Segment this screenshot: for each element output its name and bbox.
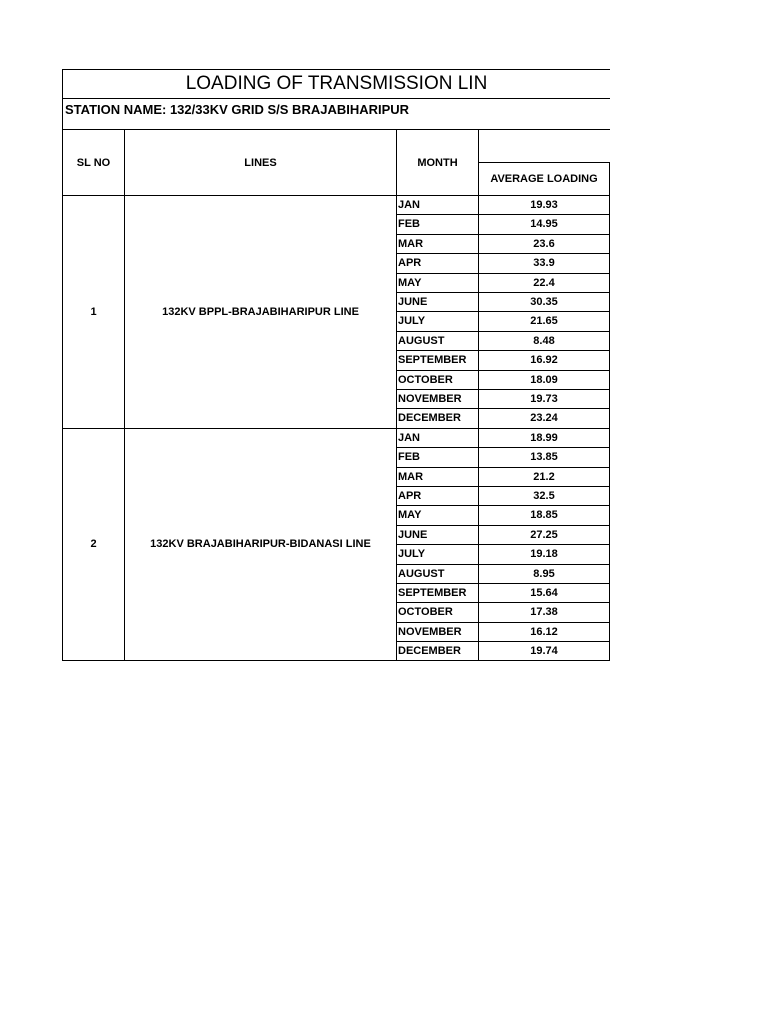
month-cell: JAN — [396, 428, 478, 447]
average-loading-value: 27.25 — [478, 525, 610, 544]
month-cell: DECEMBER — [396, 408, 478, 427]
average-loading-value: 30.35 — [478, 292, 610, 311]
average-loading-value: 23.6 — [478, 234, 610, 253]
average-loading-value: 15.64 — [478, 583, 610, 602]
month-cell: OCTOBER — [396, 602, 478, 621]
average-loading-value: 19.74 — [478, 641, 610, 660]
month-cell: FEB — [396, 447, 478, 466]
month-cell: JULY — [396, 311, 478, 330]
month-cell: SEPTEMBER — [396, 350, 478, 369]
month-cell: MAR — [396, 234, 478, 253]
month-cell: JAN — [396, 195, 478, 214]
header-blank — [478, 130, 610, 162]
month-cell: OCTOBER — [396, 370, 478, 389]
station-name: STATION NAME: 132/33KV GRID S/S BRAJABIHARIPUR — [62, 98, 610, 130]
month-cell: MAR — [396, 467, 478, 486]
month-cell: AUGUST — [396, 564, 478, 583]
month-cell: JULY — [396, 544, 478, 563]
document-title: LOADING OF TRANSMISSION LIN — [62, 69, 610, 98]
sl-no-cell: 2 — [62, 428, 124, 661]
average-loading-value: 16.92 — [478, 350, 610, 369]
average-loading-value: 19.18 — [478, 544, 610, 563]
average-loading-value: 21.65 — [478, 311, 610, 330]
average-loading-value: 18.09 — [478, 370, 610, 389]
line-name-cell: 132KV BRAJABIHARIPUR-BIDANASI LINE — [124, 428, 396, 661]
average-loading-value: 18.85 — [478, 505, 610, 524]
month-cell: SEPTEMBER — [396, 583, 478, 602]
month-cell: MAY — [396, 273, 478, 292]
average-loading-value: 21.2 — [478, 467, 610, 486]
average-loading-value: 23.24 — [478, 408, 610, 427]
average-loading-value: 32.5 — [478, 486, 610, 505]
average-loading-value: 19.93 — [478, 195, 610, 214]
header-month: MONTH — [396, 130, 478, 195]
month-cell: MAY — [396, 505, 478, 524]
header-sl-no: SL NO — [62, 130, 124, 195]
month-cell: APR — [396, 253, 478, 272]
month-cell: JUNE — [396, 525, 478, 544]
month-cell: DECEMBER — [396, 641, 478, 660]
month-cell: JUNE — [396, 292, 478, 311]
line-name-cell: 132KV BPPL-BRAJABIHARIPUR LINE — [124, 195, 396, 428]
average-loading-value: 16.12 — [478, 622, 610, 641]
header-lines: LINES — [124, 130, 396, 195]
average-loading-value: 13.85 — [478, 447, 610, 466]
month-cell: FEB — [396, 214, 478, 233]
month-cell: APR — [396, 486, 478, 505]
month-cell: NOVEMBER — [396, 622, 478, 641]
sl-no-cell: 1 — [62, 195, 124, 428]
month-cell: NOVEMBER — [396, 389, 478, 408]
average-loading-value: 8.95 — [478, 564, 610, 583]
average-loading-value: 22.4 — [478, 273, 610, 292]
header-average-loading: AVERAGE LOADING — [478, 162, 610, 195]
average-loading-value: 18.99 — [478, 428, 610, 447]
average-loading-value: 8.48 — [478, 331, 610, 350]
average-loading-value: 17.38 — [478, 602, 610, 621]
average-loading-value: 14.95 — [478, 214, 610, 233]
average-loading-value: 33.9 — [478, 253, 610, 272]
month-cell: AUGUST — [396, 331, 478, 350]
average-loading-value: 19.73 — [478, 389, 610, 408]
